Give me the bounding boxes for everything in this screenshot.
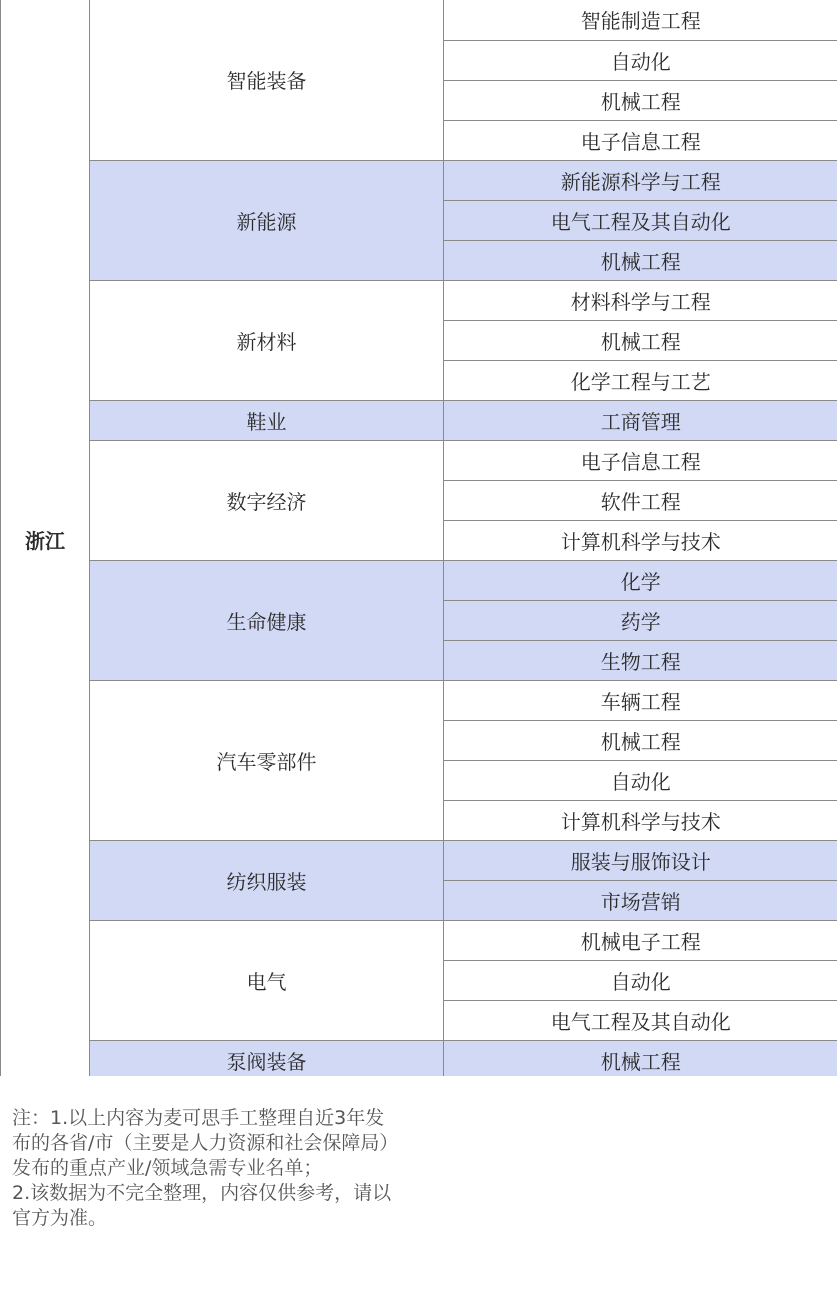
major-cell: 生物工程 [444, 640, 837, 680]
major-cell: 材料科学与工程 [444, 280, 837, 320]
major-cell: 车辆工程 [444, 680, 837, 720]
industry-cell: 新材料 [90, 280, 444, 400]
major-cell: 自动化 [444, 960, 837, 1000]
major-cell: 电子信息工程 [444, 120, 837, 160]
footnote [12, 1106, 392, 1231]
table-row [1, 280, 837, 320]
industry-cell: 汽车零部件 [90, 680, 444, 840]
footnote-line-2: 2.该数据为不完全整理，内容仅供参考，请以官方为准。 [12, 1182, 392, 1229]
footer [0, 1076, 837, 1296]
table-body [1, 0, 837, 1080]
major-cell: 软件工程 [444, 480, 837, 520]
table-row [1, 0, 837, 40]
province-cell: 浙江 [1, 0, 90, 1080]
major-cell: 工商管理 [444, 400, 837, 440]
major-cell: 机械工程 [444, 80, 837, 120]
major-cell: 机械电子工程 [444, 920, 837, 960]
major-cell: 机械工程 [444, 720, 837, 760]
industry-cell: 鞋业 [90, 400, 444, 440]
major-cell: 药学 [444, 600, 837, 640]
table-row [1, 400, 837, 440]
major-cell: 电气工程及其自动化 [444, 200, 837, 240]
table-row [1, 920, 837, 960]
industry-cell: 新能源 [90, 160, 444, 280]
table-row [1, 1040, 837, 1080]
major-cell: 电气工程及其自动化 [444, 1000, 837, 1040]
industry-cell: 电气 [90, 920, 444, 1040]
major-cell: 自动化 [444, 40, 837, 80]
major-cell: 化学工程与工艺 [444, 360, 837, 400]
major-cell: 机械工程 [444, 1040, 837, 1080]
major-cell: 计算机科学与技术 [444, 520, 837, 560]
major-cell: 机械工程 [444, 320, 837, 360]
major-cell: 市场营销 [444, 880, 837, 920]
table-row [1, 560, 837, 600]
industry-cell: 智能装备 [90, 0, 444, 160]
industry-cell: 泵阀装备 [90, 1040, 444, 1080]
table-row [1, 680, 837, 720]
major-cell: 计算机科学与技术 [444, 800, 837, 840]
industry-cell: 生命健康 [90, 560, 444, 680]
major-cell: 自动化 [444, 760, 837, 800]
major-cell: 电子信息工程 [444, 440, 837, 480]
table-row [1, 440, 837, 480]
major-cell: 服装与服饰设计 [444, 840, 837, 880]
major-cell: 智能制造工程 [444, 0, 837, 40]
industry-cell: 纺织服装 [90, 840, 444, 920]
table-row [1, 840, 837, 880]
major-cell: 新能源科学与工程 [444, 160, 837, 200]
industry-cell: 数字经济 [90, 440, 444, 560]
major-cell: 机械工程 [444, 240, 837, 280]
footnote-line-1: 注：1.以上内容为麦可思手工整理自近3年发布的各省/市（主要是人力资源和社会保障局）发布的重点产业/领域急需专业名单； [12, 1107, 389, 1179]
table-row [1, 160, 837, 200]
major-cell: 化学 [444, 560, 837, 600]
